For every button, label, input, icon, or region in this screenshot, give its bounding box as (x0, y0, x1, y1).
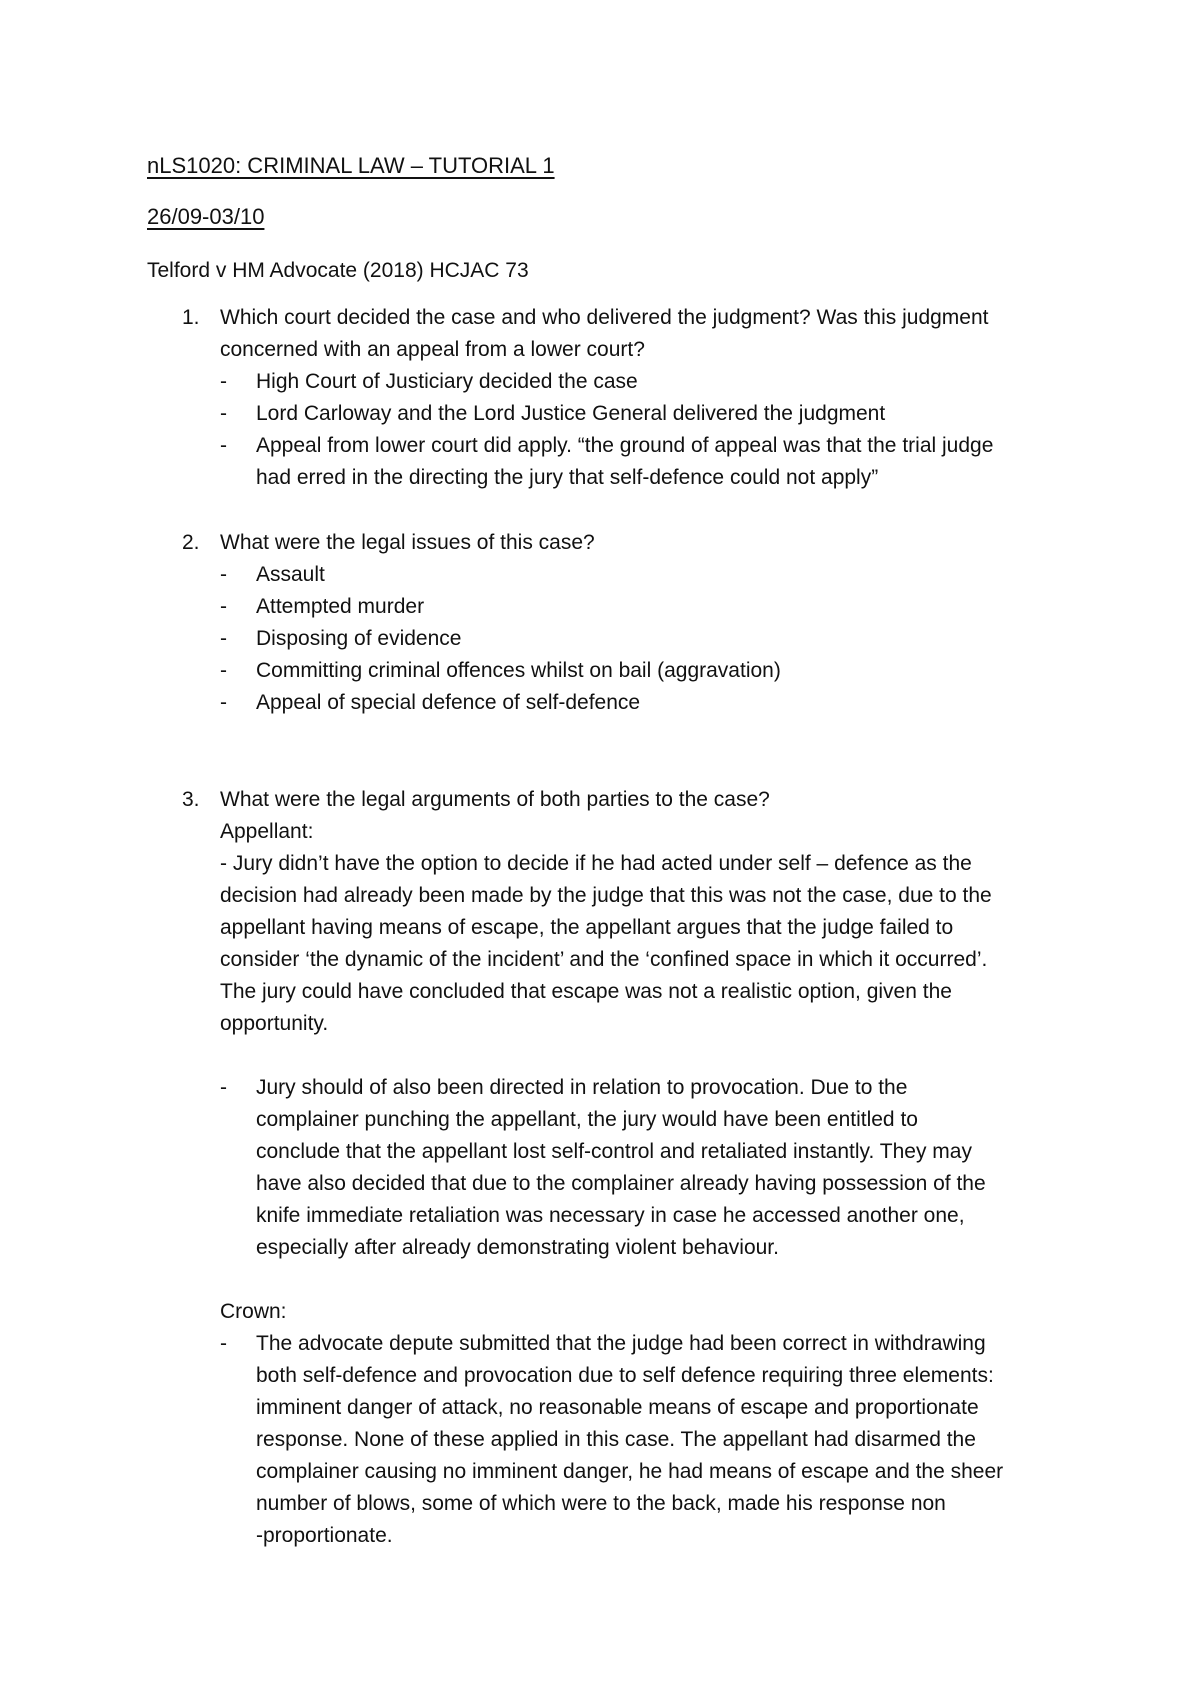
appellant-p2-line6: especially after already demonstrating violent behaviour. (256, 1236, 779, 1259)
crown-p1-line5: complainer causing no imminent danger, he had means of escape and the sheer (256, 1460, 1004, 1483)
appellant-p1-line4: consider ‘the dynamic of the incident’ and the ‘confined space in which it occurred’. (220, 948, 988, 971)
q2-dash-5: - (220, 691, 227, 714)
q1-bullet-2: Lord Carloway and the Lord Justice General delivered the judgment (256, 402, 886, 425)
crown-p1-dash: - (220, 1332, 227, 1355)
crown-p1-line4: response. None of these applied in this case. The appellant had disarmed the (256, 1428, 976, 1451)
crown-p1-line3: imminent danger of attack, no reasonable means of escape and proportionate (256, 1396, 979, 1419)
q2-dash-1: - (220, 563, 227, 586)
appellant-p1-line2: decision had already been made by the judge that this was not the case, due to the (220, 884, 992, 907)
q2-number: 2. (182, 531, 200, 554)
q1-dash-2: - (220, 402, 227, 425)
q2-bullet-3: Disposing of evidence (256, 627, 462, 650)
case-reference: Telford v HM Advocate (2018) HCJAC 73 (147, 259, 529, 282)
appellant-p2-line5: knife immediate retaliation was necessary in case he accessed another one, (256, 1204, 965, 1227)
crown-label: Crown: (220, 1300, 287, 1323)
q2-bullet-2: Attempted murder (256, 595, 425, 618)
crown-p1-line2: both self-defence and provocation due to self defence requiring three elements: (256, 1364, 994, 1387)
q2-dash-3: - (220, 627, 227, 650)
q2-text: What were the legal issues of this case? (220, 531, 595, 554)
document-title: nLS1020: CRIMINAL LAW – TUTORIAL 1 (147, 153, 555, 178)
appellant-p2-line4: have also decided that due to the complainer already having possession of the (256, 1172, 986, 1195)
appellant-p1-line3: appellant having means of escape, the appellant argues that the judge failed to (220, 916, 954, 939)
appellant-label: Appellant: (220, 820, 314, 843)
q2-bullet-5: Appeal of special defence of self-defence (256, 691, 641, 714)
crown-p1-line6: number of blows, some of which were to the back, made his response non (256, 1492, 946, 1515)
appellant-p1-line6: opportunity. (220, 1012, 329, 1035)
q3-text: What were the legal arguments of both parties to the case? (220, 788, 770, 811)
q2-dash-2: - (220, 595, 227, 618)
q1-bullet-1: High Court of Justiciary decided the case (256, 370, 638, 393)
appellant-p1-line5: The jury could have concluded that escape was not a realistic option, given the (220, 980, 952, 1003)
q2-dash-4: - (220, 659, 227, 682)
q1-dash-1: - (220, 370, 227, 393)
appellant-p1-line1: - Jury didn’t have the option to decide if he had acted under self – defence as the (220, 852, 972, 875)
q1-dash-3: - (220, 434, 227, 457)
crown-p1-line7: -proportionate. (256, 1524, 393, 1547)
q2-bullet-1: Assault (256, 563, 325, 586)
q1-bullet-3-cont: had erred in the directing the jury that self-defence could not apply” (256, 466, 879, 489)
document-dates: 26/09-03/10 (147, 204, 265, 229)
q1-number: 1. (182, 306, 200, 329)
crown-p1-line1: The advocate depute submitted that the judge had been correct in withdrawing (256, 1332, 986, 1355)
q1-text-line2: concerned with an appeal from a lower court? (220, 338, 645, 361)
q2-bullet-4: Committing criminal offences whilst on bail (aggravation) (256, 659, 781, 682)
appellant-p2-dash: - (220, 1076, 227, 1099)
appellant-p2-line3: conclude that the appellant lost self-control and retaliated instantly. They may (256, 1140, 972, 1163)
q3-number: 3. (182, 788, 200, 811)
appellant-p2-line1: Jury should of also been directed in relation to provocation. Due to the (256, 1076, 908, 1099)
q1-text-line1: Which court decided the case and who delivered the judgment? Was this judgment (220, 306, 989, 329)
q1-bullet-3: Appeal from lower court did apply. “the ground of appeal was that the trial judge (256, 434, 994, 457)
appellant-p2-line2: complainer punching the appellant, the jury would have been entitled to (256, 1108, 918, 1131)
